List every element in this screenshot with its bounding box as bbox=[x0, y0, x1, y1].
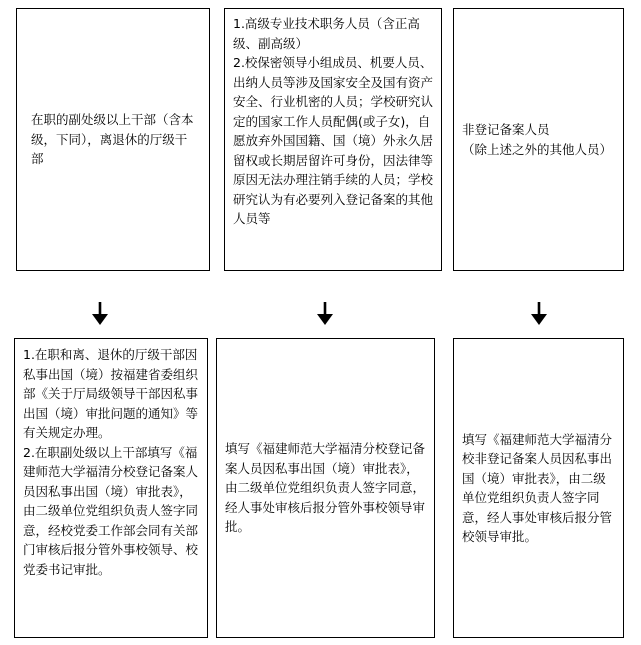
bottom-middle-box bbox=[216, 338, 435, 638]
bottom-right-text: 填写《福建师范大学福清分校非登记备案人员因私事出国（境）审批表》，由二级单位党组织负责人签字同意，经人事处审核后报分管校领导审批。 bbox=[462, 431, 613, 544]
top-middle-item-2: 2.校保密领导小组成员、机要人员、出纳人员等涉及国家安全及国有资产安全、行业机密的人员；学校研究认定的国家工作人员配偶(或子女)，自愿放弃外国国籍、国（境）外永久居留权或长期居留许可身份，因法律等原因无法办理注销手续的人员；学校研究认为有必要列入登记备案的其他人员等 bbox=[233, 55, 434, 226]
top-middle-item-1: 1.高级专业技术职务人员（含正高级、副高级） bbox=[233, 16, 420, 51]
down-arrow-icon-left bbox=[90, 302, 110, 326]
down-arrow-icon-middle bbox=[315, 302, 335, 326]
bottom-right-box bbox=[453, 338, 624, 638]
bottom-left-box bbox=[14, 338, 208, 638]
top-right-text: 非登记备案人员 （除上述之外的其他人员） bbox=[462, 122, 613, 157]
top-right-box bbox=[453, 8, 624, 271]
bottom-left-item-2: 2.在职副处级以上干部填写《福建师范大学福清分校登记备案人员因私事出国（境）审批表》，由二级单位党组织负责人签字同意，经校党委工作部会同有关部门审核后报分管外事校领导、校党委书记审批。 bbox=[23, 444, 199, 577]
top-left-box bbox=[16, 8, 210, 271]
bottom-middle-text: 填写《福建师范大学福清分校登记备案人员因私事出国（境）审批表》，由二级单位党组织负责人签字同意，经人事处审核后报分管外事校领导审批。 bbox=[225, 441, 426, 535]
down-arrow-icon-right bbox=[529, 302, 549, 326]
top-left-text: 在职的副处级以上干部（含本级，下同），离退休的厅级干部 bbox=[31, 112, 194, 167]
top-middle-box bbox=[224, 8, 442, 271]
bottom-left-item-1: 1.在职和离、退休的厅级干部因私事出国（境）按福建省委组织部《关于厅局级领导干部因私事出国（境）审批问题的通知》等有关规定办理。 bbox=[23, 347, 199, 440]
